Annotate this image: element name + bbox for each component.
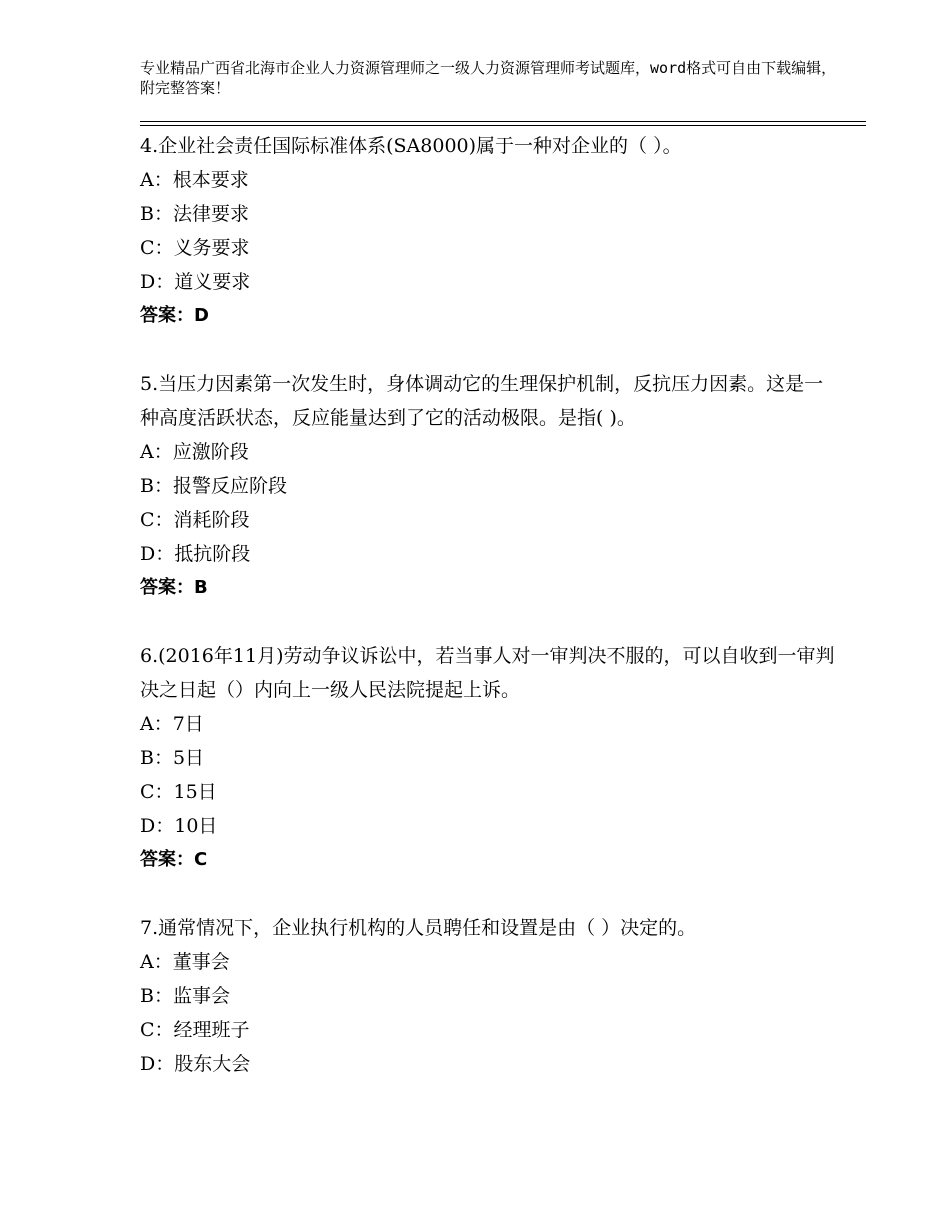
- question-text: 6.(2016年11月)劳动争议诉讼中，若当事人对一审判决不服的，可以自收到一审判决之日起（）内向上一级人民法院提起上诉。: [140, 645, 835, 701]
- question-text: 4.企业社会责任国际标准体系(SA8000)属于一种对企业的（ ）。: [140, 135, 682, 157]
- option-d: D：道义要求: [140, 271, 251, 293]
- header-divider-top: [140, 121, 866, 122]
- option-b: B：报警反应阶段: [140, 475, 287, 497]
- question-text: 5.当压力因素第一次发生时，身体调动它的生理保护机制，反抗压力因素。这是一种高度活跃状态，反应能量达到了它的活动极限。是指( )。: [140, 373, 824, 429]
- question-6: [140, 639, 840, 877]
- option-c: C：经理班子: [140, 1019, 250, 1041]
- option-a: A：应激阶段: [140, 441, 249, 463]
- option-d: D：股东大会: [140, 1053, 251, 1075]
- option-c: C：义务要求: [140, 237, 250, 259]
- answer: 答案：B: [140, 577, 208, 598]
- question-7: [140, 911, 840, 1081]
- option-a: A：根本要求: [140, 169, 249, 191]
- question-list: [140, 129, 840, 1115]
- document-header: 专业精品广西省北海市企业人力资源管理师之一级人力资源管理师考试题库，word格式可自由下载编辑，附完整答案！: [140, 59, 837, 97]
- option-b: B：监事会: [140, 985, 230, 1007]
- option-b: B：法律要求: [140, 203, 249, 225]
- option-c: C：15日: [140, 781, 217, 803]
- header-divider-bottom: [140, 125, 866, 126]
- question-5: [140, 367, 840, 605]
- option-a: A：董事会: [140, 951, 230, 973]
- option-d: D：10日: [140, 815, 218, 837]
- option-d: D：抵抗阶段: [140, 543, 251, 565]
- option-a: A：7日: [140, 713, 204, 735]
- answer: 答案：D: [140, 305, 209, 326]
- option-c: C：消耗阶段: [140, 509, 250, 531]
- question-text: 7.通常情况下，企业执行机构的人员聘任和设置是由（ ）决定的。: [140, 917, 697, 939]
- answer: 答案：C: [140, 849, 208, 870]
- question-4: [140, 129, 840, 333]
- option-b: B：5日: [140, 747, 205, 769]
